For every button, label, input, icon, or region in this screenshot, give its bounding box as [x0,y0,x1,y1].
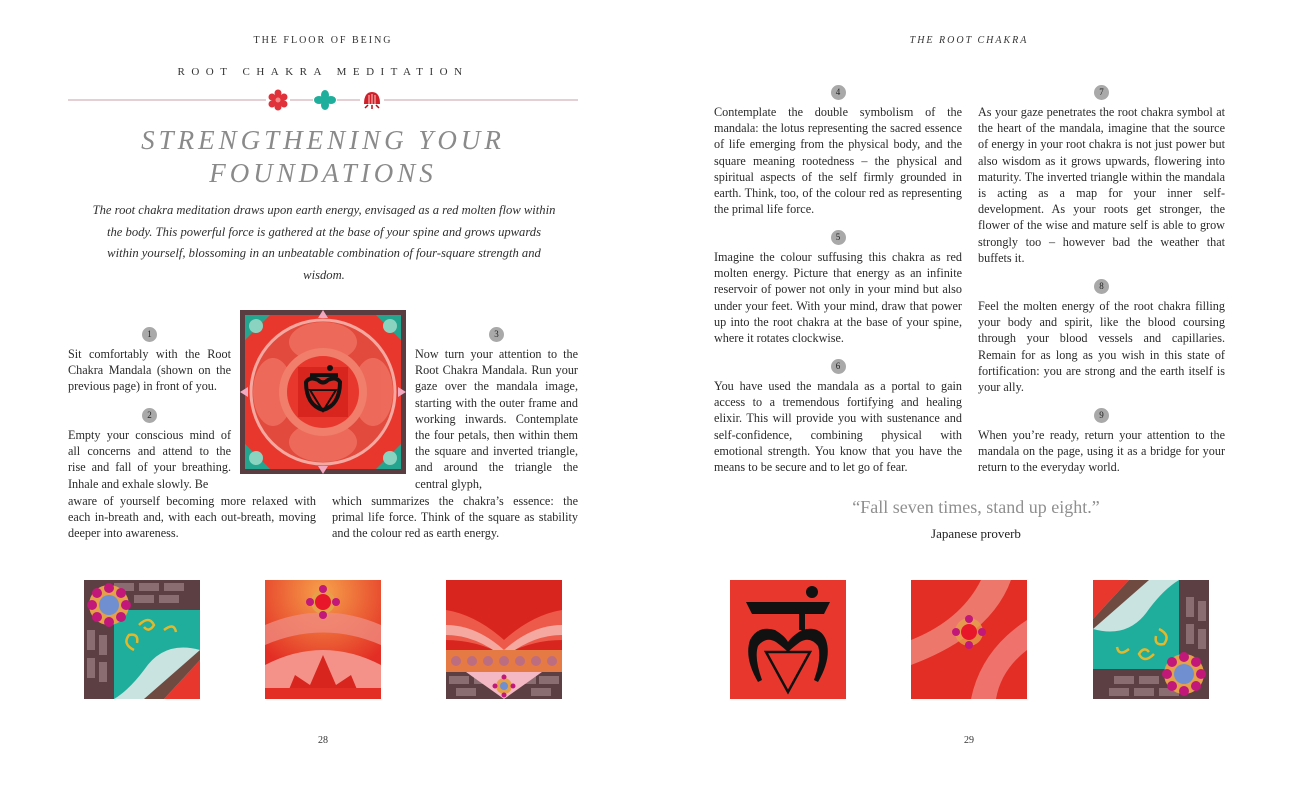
page-number: 28 [318,735,328,746]
step-number-badge: 1 [142,327,157,342]
mandala-top-petal-detail-thumbnail [265,580,381,699]
quote-attribution: Japanese proverb [931,526,1021,541]
left-page [0,0,646,799]
mandala-corner-detail-mirrored-thumbnail [1093,580,1209,699]
teal-leaf-icon [313,88,337,112]
step-9 [978,408,1225,476]
step-text: Contemplate the double symbolism of the mandala: the lotus representing the sacred essence of life emerging from the physical body, and the square meaning rootedness – the physical and spiritual aspects of the self firmly grounded in earth. Think, too, of the colour red as representing the primal life force. [714,105,962,217]
red-lotus-icon [266,88,290,112]
step-number-badge: 2 [142,408,157,423]
running-head: THE FLOOR OF BEING [253,35,393,46]
step-2-continued [68,493,316,542]
step-6 [714,359,962,475]
step-text: You have used the mandala as a portal to gain access to a tremendous fortifying and healing elixir. This will provide you with sustenance and self-confidence, combining physical with emotional strength. You know that you have the means to be secure and to let go of fear. [714,379,962,475]
step-number-badge: 7 [1094,85,1109,100]
step-3-continued [332,493,578,542]
step-1 [68,327,231,395]
title-line-1: STRENGTHENING YOUR [141,125,505,155]
step-4 [714,85,962,217]
step-text: Sit comfortably with the Root Chakra Mandala (shown on the previous page) in front of you. [68,347,231,394]
step-3 [415,327,578,492]
red-lotus-icon [360,88,384,112]
step-text: which summarizes the chakra’s essence: the primal life force. Think of the square as stability and the colour red as earth energy. [332,494,578,541]
ornament-row [266,88,384,112]
mandala-petal-jewel-thumbnail [911,580,1027,699]
intro-paragraph: The root chakra meditation draws upon earth energy, envisaged as a red molten flow within the body. This powerful force is gathered at the base of your spine and grows upwards within yourself, blossoming in an unbeatable combination of four-square strength and wisdom. [92,203,556,282]
step-number-badge: 6 [831,359,846,374]
section-label: ROOT CHAKRA MEDITATION [177,66,469,78]
step-5 [714,230,962,346]
step-text: Now turn your attention to the Root Chakra Mandala. Run your gaze over the mandala image, starting with the outer frame and working inwards. Contemplate the four petals, then within them the square and inverted triangle, and around the triangle the central glyph, [415,347,578,491]
step-text: Feel the molten energy of the root chakra filling your body and spirit, like the blood coursing through your blood vessels and capillaries. Remain for as long as you wish in this state of fortification: you are strong and the earth itself is your ally. [978,299,1225,395]
mandala-corner-detail-thumbnail [84,580,200,699]
step-text: aware of yourself becoming more relaxed with each in-breath and, with each out-breath, moving deeper into awareness. [68,494,316,541]
mandala-bottom-edge-detail-thumbnail [446,580,562,699]
step-text: As your gaze penetrates the root chakra symbol at the heart of the mandala, imagine that the source of energy in your root chakra is not just power but also wisdom as it grows upwards, flowering into maturity. The inverted triangle within the mandala is acting as a map for your inner self-development. As your roots get stronger, the flower of the wise and mature self is able to grow strongly too – however bad the weather that buffets it. [978,105,1225,265]
step-number-badge: 9 [1094,408,1109,423]
root-chakra-mandala-image [240,310,406,474]
step-7 [978,85,1225,266]
page-title [68,124,578,190]
step-text: Empty your conscious mind of all concerns and attend to the rise and fall of your breathing. Inhale and exhale slowly. Be [68,428,231,491]
root-chakra-glyph-thumbnail [730,580,846,699]
title-line-2: FOUNDATIONS [209,158,437,188]
step-number-badge: 3 [489,327,504,342]
step-text: Imagine the colour suffusing this chakra as red molten energy. Picture that energy as an infinite reservoir of power not only in your mind but also under your feet. With your mind, draw that power up into the root chakra at the base of your spine, where it rotates clockwise. [714,250,962,346]
page-number: 29 [964,735,974,746]
pull-quote: “Fall seven times, stand up eight.” [852,497,1100,517]
step-number-badge: 8 [1094,279,1109,294]
step-2 [68,408,231,492]
step-number-badge: 5 [831,230,846,245]
step-number-badge: 4 [831,85,846,100]
step-8 [978,279,1225,395]
right-page [646,0,1293,799]
running-head: THE ROOT CHAKRA [909,35,1029,46]
step-text: When you’re ready, return your attention to the mandala on the page, using it as a bridge for your return to the everyday world. [978,428,1225,475]
